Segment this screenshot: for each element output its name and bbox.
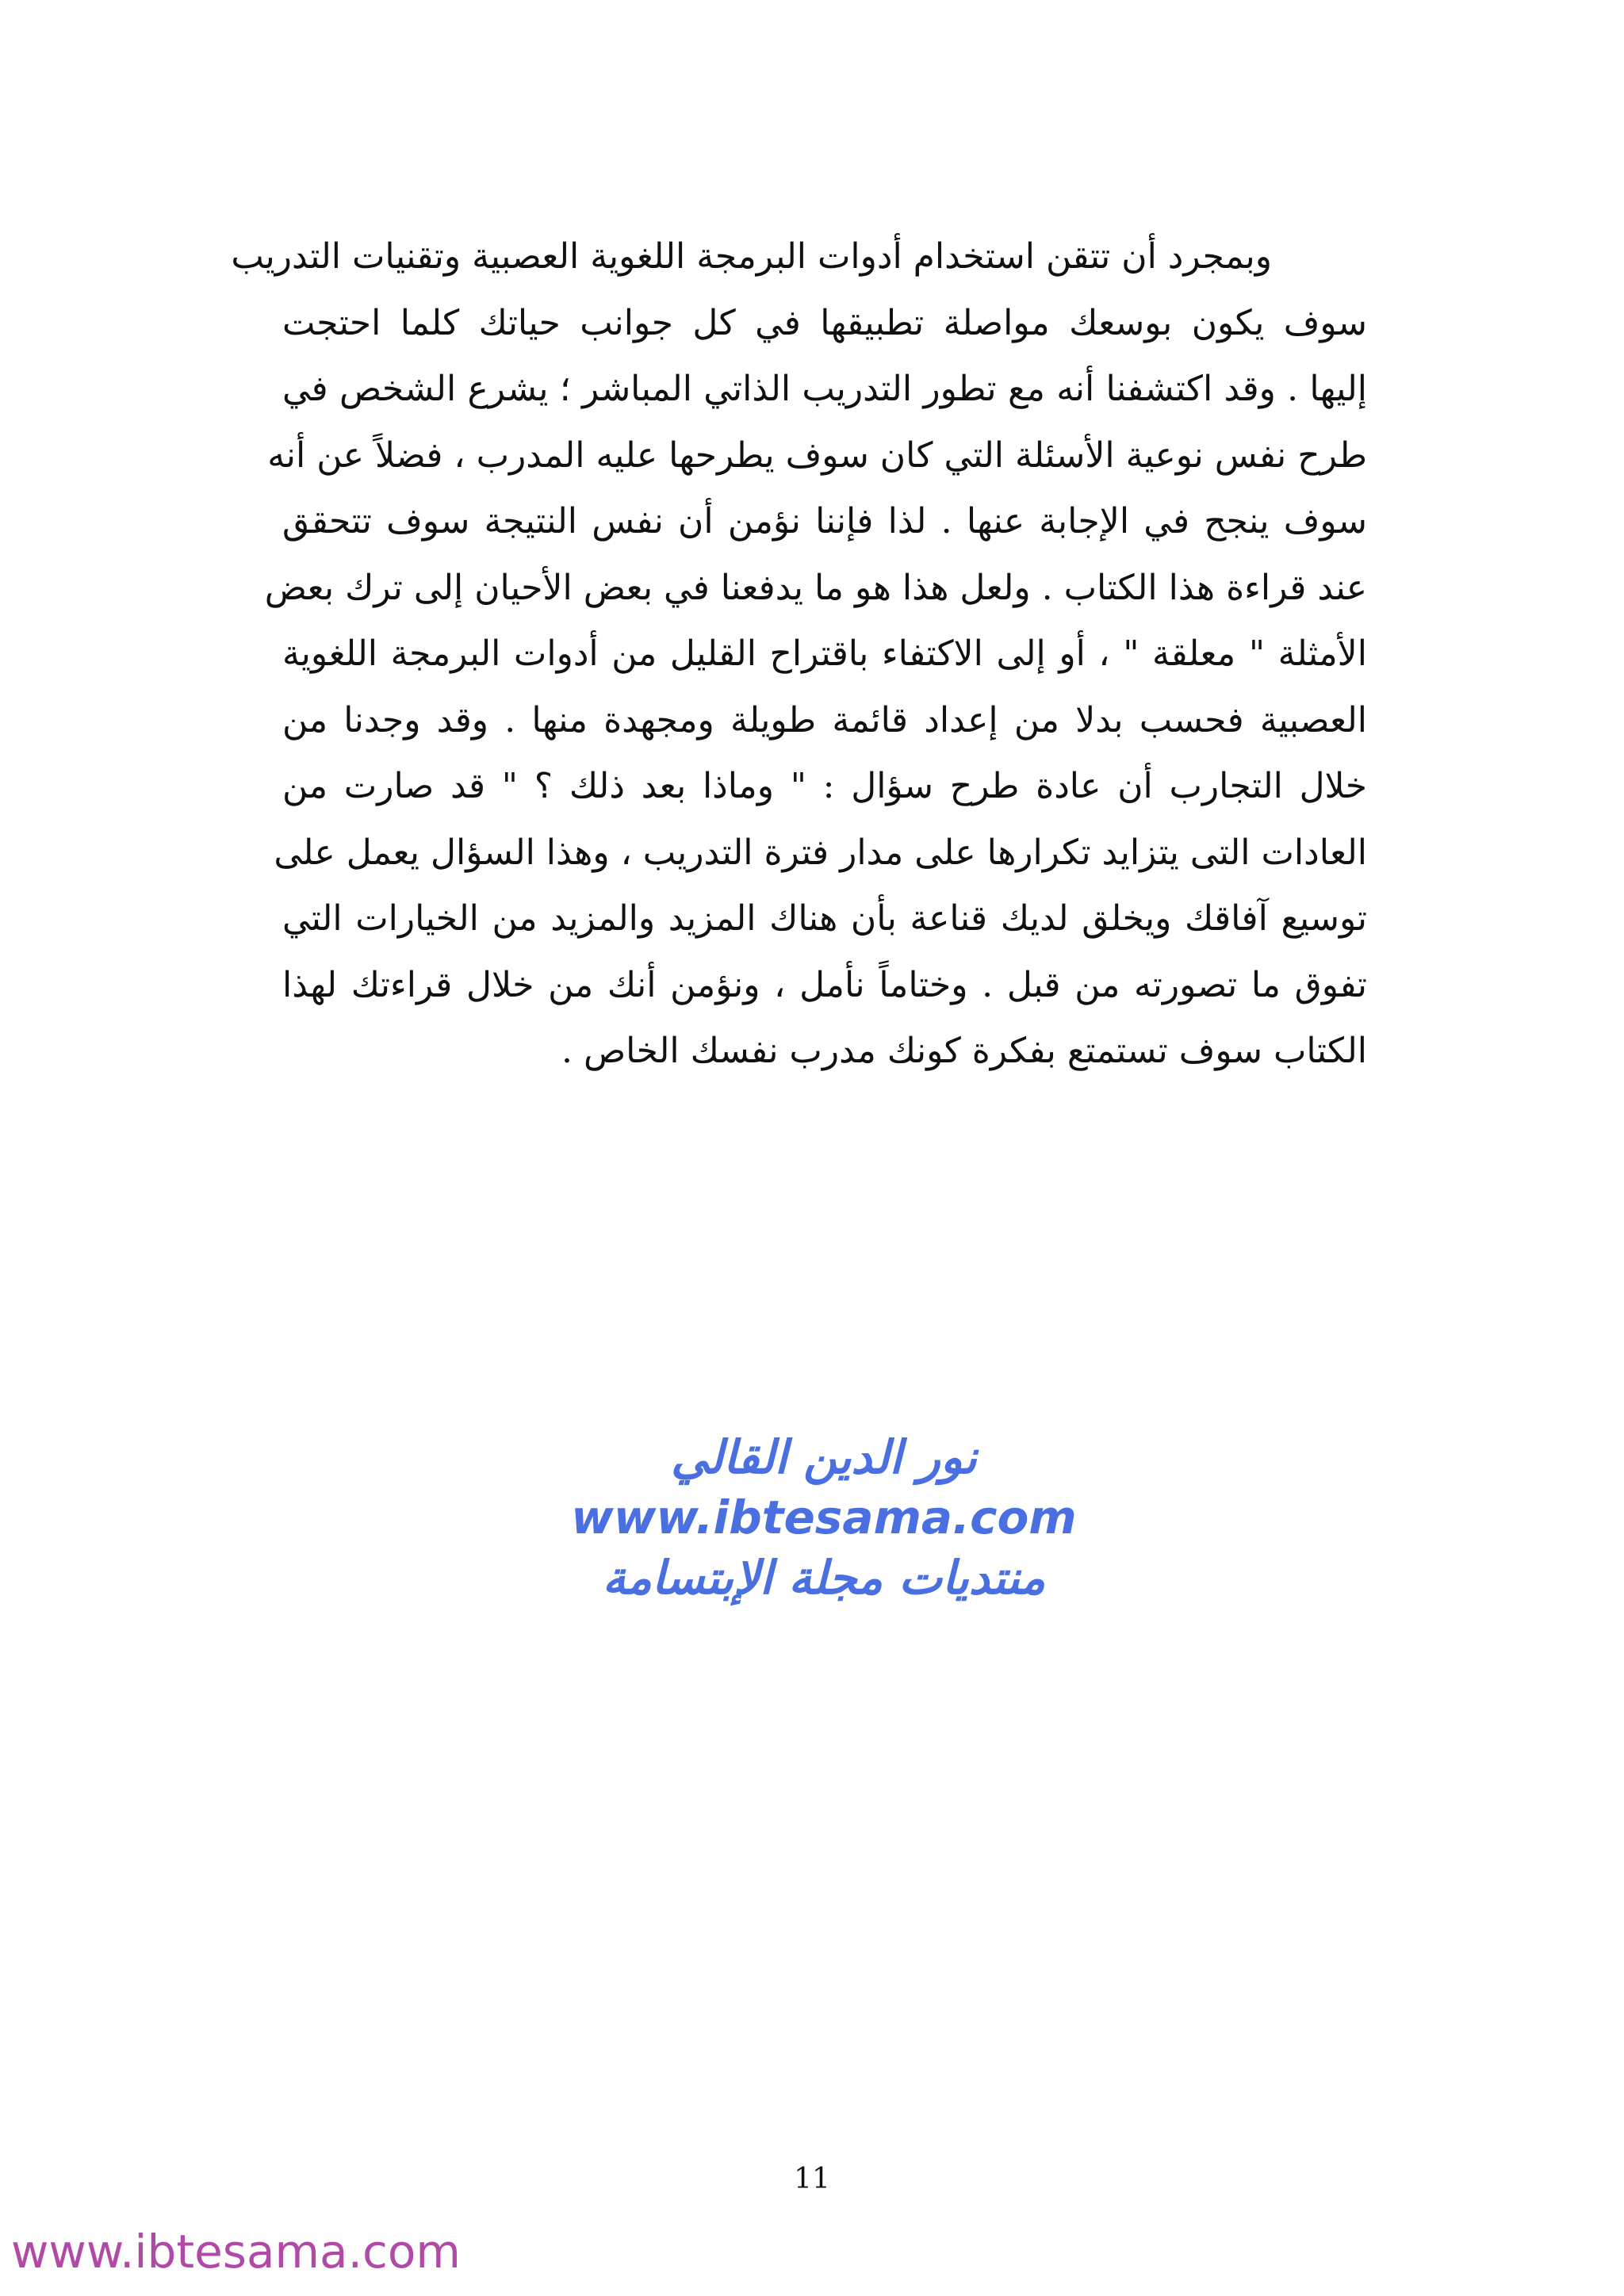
body-line: تفوق ما تصورته من قبل . وختاماً نأمل ، ونؤمن أنك من خلال قراءتك لهذا — [282, 964, 1367, 1005]
body-line: وبمجرد أن تتقن استخدام أدوات البرمجة اللغوية العصبية وتقنيات التدريب — [231, 236, 1272, 277]
body-line: توسيع آفاقك ويخلق لديك قناعة بأن هناك المزيد والمزيد من الخيارات التي — [282, 898, 1367, 939]
body-paragraph — [231, 224, 1367, 1085]
footer-url: www.ibtesama.com — [11, 2225, 461, 2279]
watermark-forum: منتديات مجلة الإبتسامة — [602, 1551, 1046, 1605]
watermark — [495, 1427, 1153, 1608]
watermark-url: www.ibtesama.com — [571, 1490, 1077, 1544]
body-line: خلال التجارب أن عادة طرح سؤال : " وماذا بعد ذلك ؟ " قد صارت من — [282, 766, 1367, 806]
body-line: العادات التى يتزايد تكرارها على مدار فترة التدريب ، وهذا السؤال يعمل على — [274, 832, 1367, 873]
body-line: إليها . وقد اكتشفنا أنه مع تطور التدريب الذاتي المباشر ؛ يشرع الشخص في — [282, 369, 1367, 409]
body-line: الكتاب سوف تستمتع بفكرة كونك مدرب نفسك الخاص . — [561, 1031, 1367, 1071]
body-line: عند قراءة هذا الكتاب . ولعل هذا هو ما يدفعنا في بعض الأحيان إلى ترك بعض — [264, 567, 1367, 608]
body-line: سوف يكون بوسعك مواصلة تطبيقها في كل جوانب حياتك كلما احتجت — [282, 302, 1367, 343]
body-line: سوف ينجح في الإجابة عنها . لذا فإننا نؤمن أن نفس النتيجة سوف تتحقق — [282, 501, 1367, 541]
body-line: الأمثلة " معلقة " ، أو إلى الاكتفاء باقتراح القليل من أدوات البرمجة اللغوية — [282, 633, 1367, 674]
body-line: طرح نفس نوعية الأسئلة التي كان سوف يطرحها عليه المدرب ، فضلاً عن أنه — [267, 434, 1367, 476]
page-number: 11 — [794, 2163, 830, 2195]
body-line: العصبية فحسب بدلا من إعداد قائمة طويلة ومجهدة منها . وقد وجدنا من — [282, 699, 1367, 740]
watermark-name: نور الدين القالي — [671, 1430, 977, 1484]
